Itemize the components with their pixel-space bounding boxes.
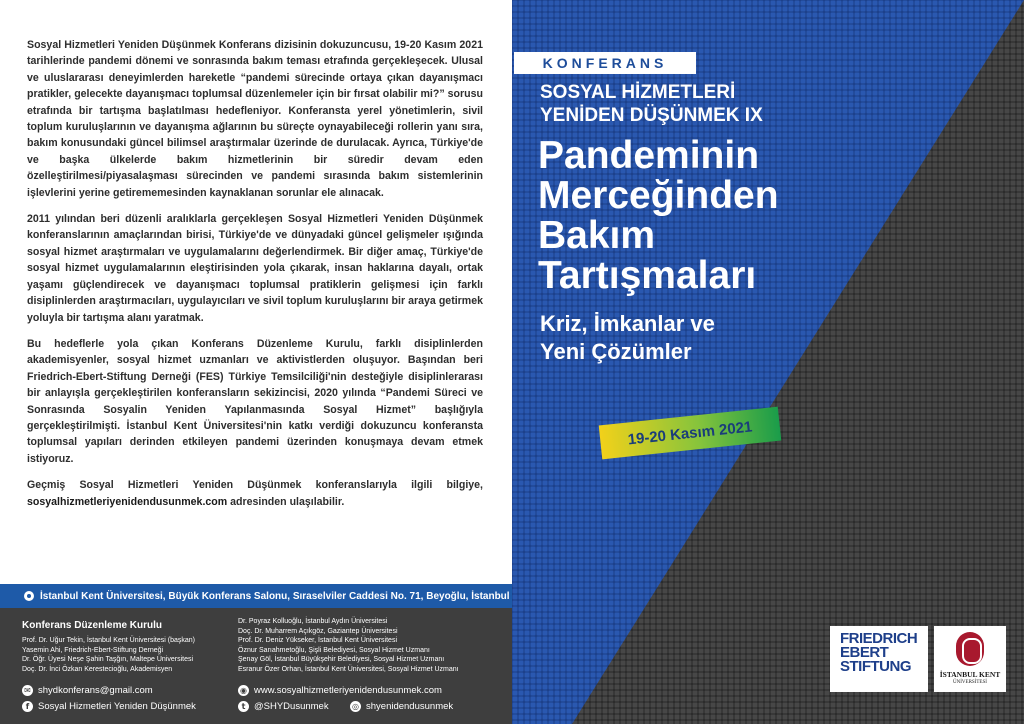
paragraph-3: Bu hedeflerle yola çıkan Konferans Düzenleme Kurulu, farklı disiplinlerden akademisyenler, sosyal hizmet uzmanları ve aktivistlerden oluşuyor. Başından beri Friedrich-Ebert-Stiftung Derneği (FES) Türkiye Temsilciliği'nin desteğiyle disiplinlerarası bir anlayışla gerçekleştirilen konferansların sekizincisi, 2020 yılında “Pandemi Süreci ve Sonrasında Sosyalin Yeniden Yapılanmasında Sosyal Hizmet” başlığıyla gerçekleştirilmişti. İstanbul Kent Üniversitesi'nin katkı verdiği dokuzuncu konferansta toplumsal yapıları derinden etkileyen pandemi üzerinden konuşmaya devam etmek istiyoruz. [27,337,483,465]
committee-member: Öznur Sarıahmetoğlu, Şişli Belediyesi, Sosyal Hizmet Uzmanı [238,646,430,654]
cover-panel [512,0,1024,724]
fes-logo-line: FRIEDRICH [840,630,918,647]
committee-member: Şenay Göl, İstanbul Büyükşehir Belediyesi, Sosyal Hizmet Uzmanı [238,656,445,663]
fes-logo-line: STIFTUNG [840,658,911,675]
globe-icon: ◉ [238,685,249,696]
website-link[interactable]: sosyalhizmetleriyenidendusunmek.com [27,495,228,508]
committee-column-2 [238,617,508,674]
series-title-line-2: YENİDEN DÜŞÜNMEK IX [540,105,763,126]
series-title-line-1: SOSYAL HİZMETLERİ [540,82,736,103]
main-title-line: Bakım [538,214,656,257]
instagram-text: shyenidendusunmek [366,701,454,712]
email-contact[interactable] [22,685,153,696]
facebook-text: Sosyal Hizmetleri Yeniden Düşünmek [38,701,196,712]
committee-member: Yasemin Ahi, Friedrich-Ebert-Stiftung Derneği [22,646,164,654]
series-title [540,81,763,127]
committee-title: Konferans Düzenleme Kurulu [22,620,163,631]
address-text: İstanbul Kent Üniversitesi, Büyük Konferans Salonu, Sıraselviler Caddesi No. 71, Beyoğlu, İstanbul [40,590,510,602]
twitter-icon: t [238,701,249,712]
conference-tag: KONFERANS [514,52,696,74]
instagram-icon: ◎ [350,701,361,712]
body-text [27,37,483,520]
committee-member: Doç. Dr. İnci Özkan Kerestecioğlu, Akademisyen [22,665,173,673]
address-bar [0,584,512,608]
location-pin-icon [24,591,34,601]
committee-member: Esranur Özer Orhan, İstanbul Kent Üniversitesi, Sosyal Hizmet Uzmanı [238,665,459,673]
paragraph-1: Sosyal Hizmetleri Yeniden Düşünmek Konferans dizisinin dokuzuncusu, 19-20 Kasım 2021 tarihlerinde pandemi dönemi ve sonrasında bakım teması etrafında gerçekleşecek. Ulusal ve uluslararası deneyimlerden hareketle “pandemi sürecinde ortaya çıkan dayanışmacı pratikler, gelecekte dayanışmacı toplumsal düzenlemeler için bir fırsat olabilir mi?” sorusu etrafında bir tartışma başlatılması hedefleniyor. Konferansta yerel yönetimlerin, sivil toplum kuruluşlarının ve dayanışma ağlarının bu süreçte oynayabileceği rollerin yanı sıra, bakım konusundaki güncel bilimsel araştırmalar üzerinde de durulacak. Ayrıca, Türkiye'de ve başka ülkelerde bakım hizmetlerinin bir süredir devam eden özelleştirilmesi/piyasalaşması sürecinden ve pandemi sırasında bakım sistemlerinin işlevlerini yerine getirememesinden kaynaklanan sorunlar ele alınacak. [27,39,483,199]
main-title-line: Pandeminin [538,134,760,177]
final-prefix: Geçmiş Sosyal Hizmetleri Yeniden Düşünmek konferanslarıyla ilgili bilgiye, [27,479,483,492]
paragraph-4 [27,477,483,510]
fes-logo-line: EBERT [840,644,889,661]
university-logo [934,626,1006,692]
final-suffix: adresinden ulaşılabilir. [227,495,345,508]
facebook-icon: f [22,701,33,712]
twitter-contact[interactable] [238,701,329,712]
committee-member: Doç. Dr. Muharrem Açıkgöz, Gaziantep Üniversitesi [238,627,398,635]
email-text: shydkonferans@gmail.com [38,685,153,696]
committee-column-1 [22,636,237,674]
committee-member: Dr. Öğr. Üyesi Neşe Şahin Taşğın, Maltepe Üniversitesi [22,656,194,663]
main-title-line: Merceğinden [538,174,779,217]
subtitle-line-2: Yeni Çözümler [540,339,692,364]
date-badge: 19-20 Kasım 2021 [599,407,782,460]
committee-member: Dr. Poyraz Kolluoğlu, İstanbul Aydın Üniversitesi [238,618,388,625]
paragraph-2: 2011 yılından beri düzenli aralıklarla gerçekleşen Sosyal Hizmetleri Yeniden Düşünmek konferanslarının amaçlarından birisi, Türkiye'de ve dünyadaki güncel gelişmeler ışığında sosyal hizmet araştırmaları ve uygulamalarını değerlendirmek. Bir diğer amaç, Türkiye'de sosyal hizmet uygulamalarının eleştirisinden yola çıkarak, insan haklarına dayalı, ortak yaşamı güçlendirecek ve dayanışmacı toplumsal pratiklerin gelişmesi için farklı disiplinlerden araştırmacıları, uygulayıcıları ve sivil toplum kuruluşlarını bir araya getirmek yoluyla bir tartışma alanı yaratmak. [27,213,483,324]
committee-member: Prof. Dr. Uğur Tekin, İstanbul Kent Üniversitesi (başkan) [22,637,196,644]
university-emblem-icon [956,632,984,666]
twitter-text: @SHYDusunmek [254,701,329,712]
facebook-contact[interactable] [22,701,196,712]
main-title [538,136,779,296]
instagram-contact[interactable] [350,701,453,712]
committee-section [0,608,512,724]
fes-logo [830,626,928,692]
university-sub: ÜNİVERSİTESİ [953,680,987,685]
subtitle-line-1: Kriz, İmkanlar ve [540,311,715,336]
committee-member: Prof. Dr. Deniz Yükseker, İstanbul Kent Üniversitesi [238,637,397,644]
email-icon: ✉ [22,685,33,696]
main-title-line: Tartışmaları [538,254,757,297]
subtitle [540,310,715,366]
website-text: www.sosyalhizmetleriyenidendusunmek.com [254,685,442,696]
university-name: İSTANBUL KENT [939,670,1001,679]
website-contact[interactable] [238,685,442,696]
